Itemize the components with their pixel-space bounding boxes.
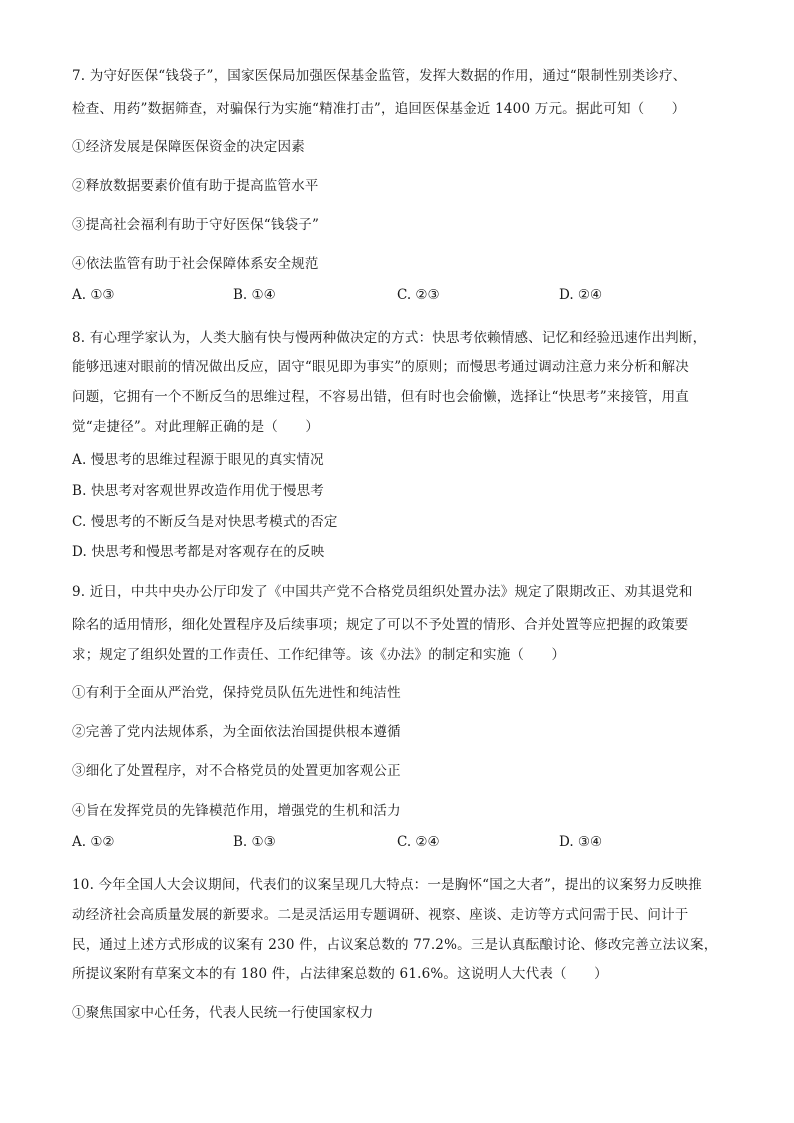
q8-stem-line-1: 8. 有心理学家认为，人类大脑有快与慢两种做决定的方式：快思考依赖情感、记忆和经验迅速作出判断， xyxy=(72,330,707,346)
q10-stem-line-3: 民，通过上述方式形成的议案有 230 件，占议案总数的 77.2%。三是认真酝酿讨论、修改完善立法议案， xyxy=(72,937,718,953)
q9-item-3: ③细化了处置程序，对不合格党员的处置更加客观公正 xyxy=(72,763,401,779)
q7-option-b[interactable]: B. ①④ xyxy=(233,287,276,303)
q8-option-a[interactable]: A. 慢思考的思维过程源于眼见的真实情况 xyxy=(72,452,324,468)
q9-stem-line-1: 9. 近日，中共中央办公厅印发了《中国共产党不合格党员组织处置办法》规定了限期改正、劝其退党和 xyxy=(72,584,693,600)
q7-item-4: ④依法监管有助于社会保障体系安全规范 xyxy=(72,256,319,272)
q7-stem-line-2: 检查、用药”数据筛查，对骗保行为实施“精准打击”，追回医保基金近 1400 万元。据此可知（ ） xyxy=(72,101,686,117)
q9-item-4: ④旨在发挥党员的先锋模范作用，增强党的生机和活力 xyxy=(72,803,401,819)
q8-option-c[interactable]: C. 慢思考的不断反刍是对快思考模式的否定 xyxy=(72,514,338,530)
exam-page xyxy=(72,0,722,1123)
q7-stem-line-1: 7. 为守好医保“钱袋子”，国家医保局加强医保基金监管，发挥大数据的作用，通过“限制性别类诊疗、 xyxy=(72,68,687,84)
q10-stem-line-4: 所提议案附有草案文本的有 180 件，占法律案总数的 61.6%。这说明人大代表（ ） xyxy=(72,966,608,982)
q8-stem-line-4: 觉“走捷径”。对此理解正确的是（ ） xyxy=(72,419,320,435)
q7-item-1: ①经济发展是保障医保资金的决定因素 xyxy=(72,139,305,155)
q9-stem-line-2: 除名的适用情形，细化处置程序及后续事项；规定了可以不予处置的情形、合并处置等应把握的政策要 xyxy=(72,617,689,633)
q7-item-3: ③提高社会福利有助于守好医保“钱袋子” xyxy=(72,217,320,233)
q7-options xyxy=(72,286,722,304)
q9-option-b[interactable]: B. ①③ xyxy=(233,834,276,850)
q7-option-a[interactable]: A. ①③ xyxy=(72,287,115,303)
q8-option-b[interactable]: B. 快思考对客观世界改造作用优于慢思考 xyxy=(72,483,325,499)
q9-option-d[interactable]: D. ③④ xyxy=(559,834,603,850)
q9-stem-line-3: 求；规定了组织处置的工作责任、工作纪律等。该《办法》的制定和实施（ ） xyxy=(72,647,566,663)
q10-stem-line-1: 10. 今年全国人大会议期间，代表们的议案呈现几大特点：一是胸怀“国之大者”，提出的议案努力反映推 xyxy=(72,877,702,893)
q9-item-2: ②完善了党内法规体系，为全面依法治国提供根本遵循 xyxy=(72,724,401,740)
q7-option-c[interactable]: C. ②③ xyxy=(397,287,440,303)
q8-stem-line-3: 问题，它拥有一个不断反刍的思维过程，不容易出错，但有时也会偷懒，选择让“快思考”来接管，用直 xyxy=(72,389,690,405)
q9-options xyxy=(72,833,722,851)
q10-stem-line-2: 动经济社会高质量发展的新要求。二是灵活运用专题调研、视察、座谈、走访等方式问需于民、问计于 xyxy=(72,907,689,923)
q9-item-1: ①有利于全面从严治党，保持党员队伍先进性和纯洁性 xyxy=(72,685,401,701)
q7-item-2: ②释放数据要素价值有助于提高监管水平 xyxy=(72,178,319,194)
q7-option-d[interactable]: D. ②④ xyxy=(559,287,603,303)
q8-stem-line-2: 能够迅速对眼前的情况做出反应，固守“眼见即为事实”的原则；而慢思考通过调动注意力来分析和解决 xyxy=(72,359,690,375)
q10-item-1: ①聚焦国家中心任务，代表人民统一行使国家权力 xyxy=(72,1005,374,1021)
q9-option-c[interactable]: C. ②④ xyxy=(397,834,440,850)
q9-option-a[interactable]: A. ①② xyxy=(72,834,115,850)
q8-option-d[interactable]: D. 快思考和慢思考都是对客观存在的反映 xyxy=(72,544,325,560)
